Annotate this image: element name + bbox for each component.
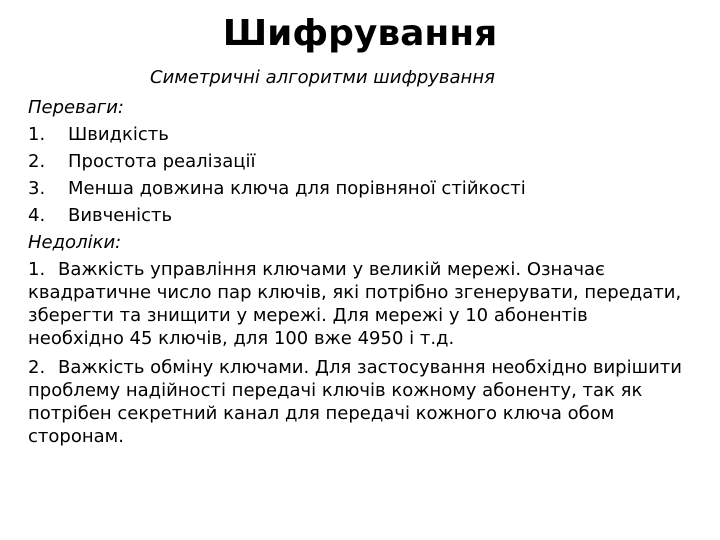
advantage-number: 1.	[28, 124, 46, 145]
slide-title: Шифрування	[222, 13, 498, 54]
advantage-item	[28, 121, 688, 148]
advantage-text: Вивченість	[68, 205, 173, 226]
disadvantage-text: Важкість управління ключами у великій мережі. Означає квадратичне число пар ключів, які потрібно згенерувати, передати, зберегти та знищити у мережі. Для мережі у 10 абонентів необхідно 45 ключів, для 100 вже 4950 і т.д.	[28, 259, 682, 349]
advantage-text: Швидкість	[68, 124, 169, 145]
slide-subtitle: Симетричні алгоритми шифрування	[150, 67, 495, 88]
slide-content	[28, 94, 688, 448]
advantage-number: 2.	[28, 151, 46, 172]
disadvantage-item	[28, 356, 688, 448]
disadvantages-heading: Недоліки:	[28, 232, 122, 253]
disadvantage-text: Важкість обміну ключами. Для застосування необхідно вирішити проблему надійності передачі ключів кожному абоненту, так як потрібен секретний канал для передачі кожного ключа обом сторонам.	[28, 357, 682, 447]
disadvantage-number: 2.	[28, 357, 46, 378]
advantage-item	[28, 175, 688, 202]
advantages-heading: Переваги:	[28, 97, 124, 118]
disadvantage-item	[28, 258, 688, 350]
advantage-text: Простота реалізації	[68, 151, 256, 172]
advantage-item	[28, 202, 688, 229]
advantage-text: Менша довжина ключа для порівняної стійкості	[68, 178, 526, 199]
disadvantage-number: 1.	[28, 259, 46, 280]
advantage-item	[28, 148, 688, 175]
advantage-number: 4.	[28, 205, 46, 226]
advantage-number: 3.	[28, 178, 46, 199]
